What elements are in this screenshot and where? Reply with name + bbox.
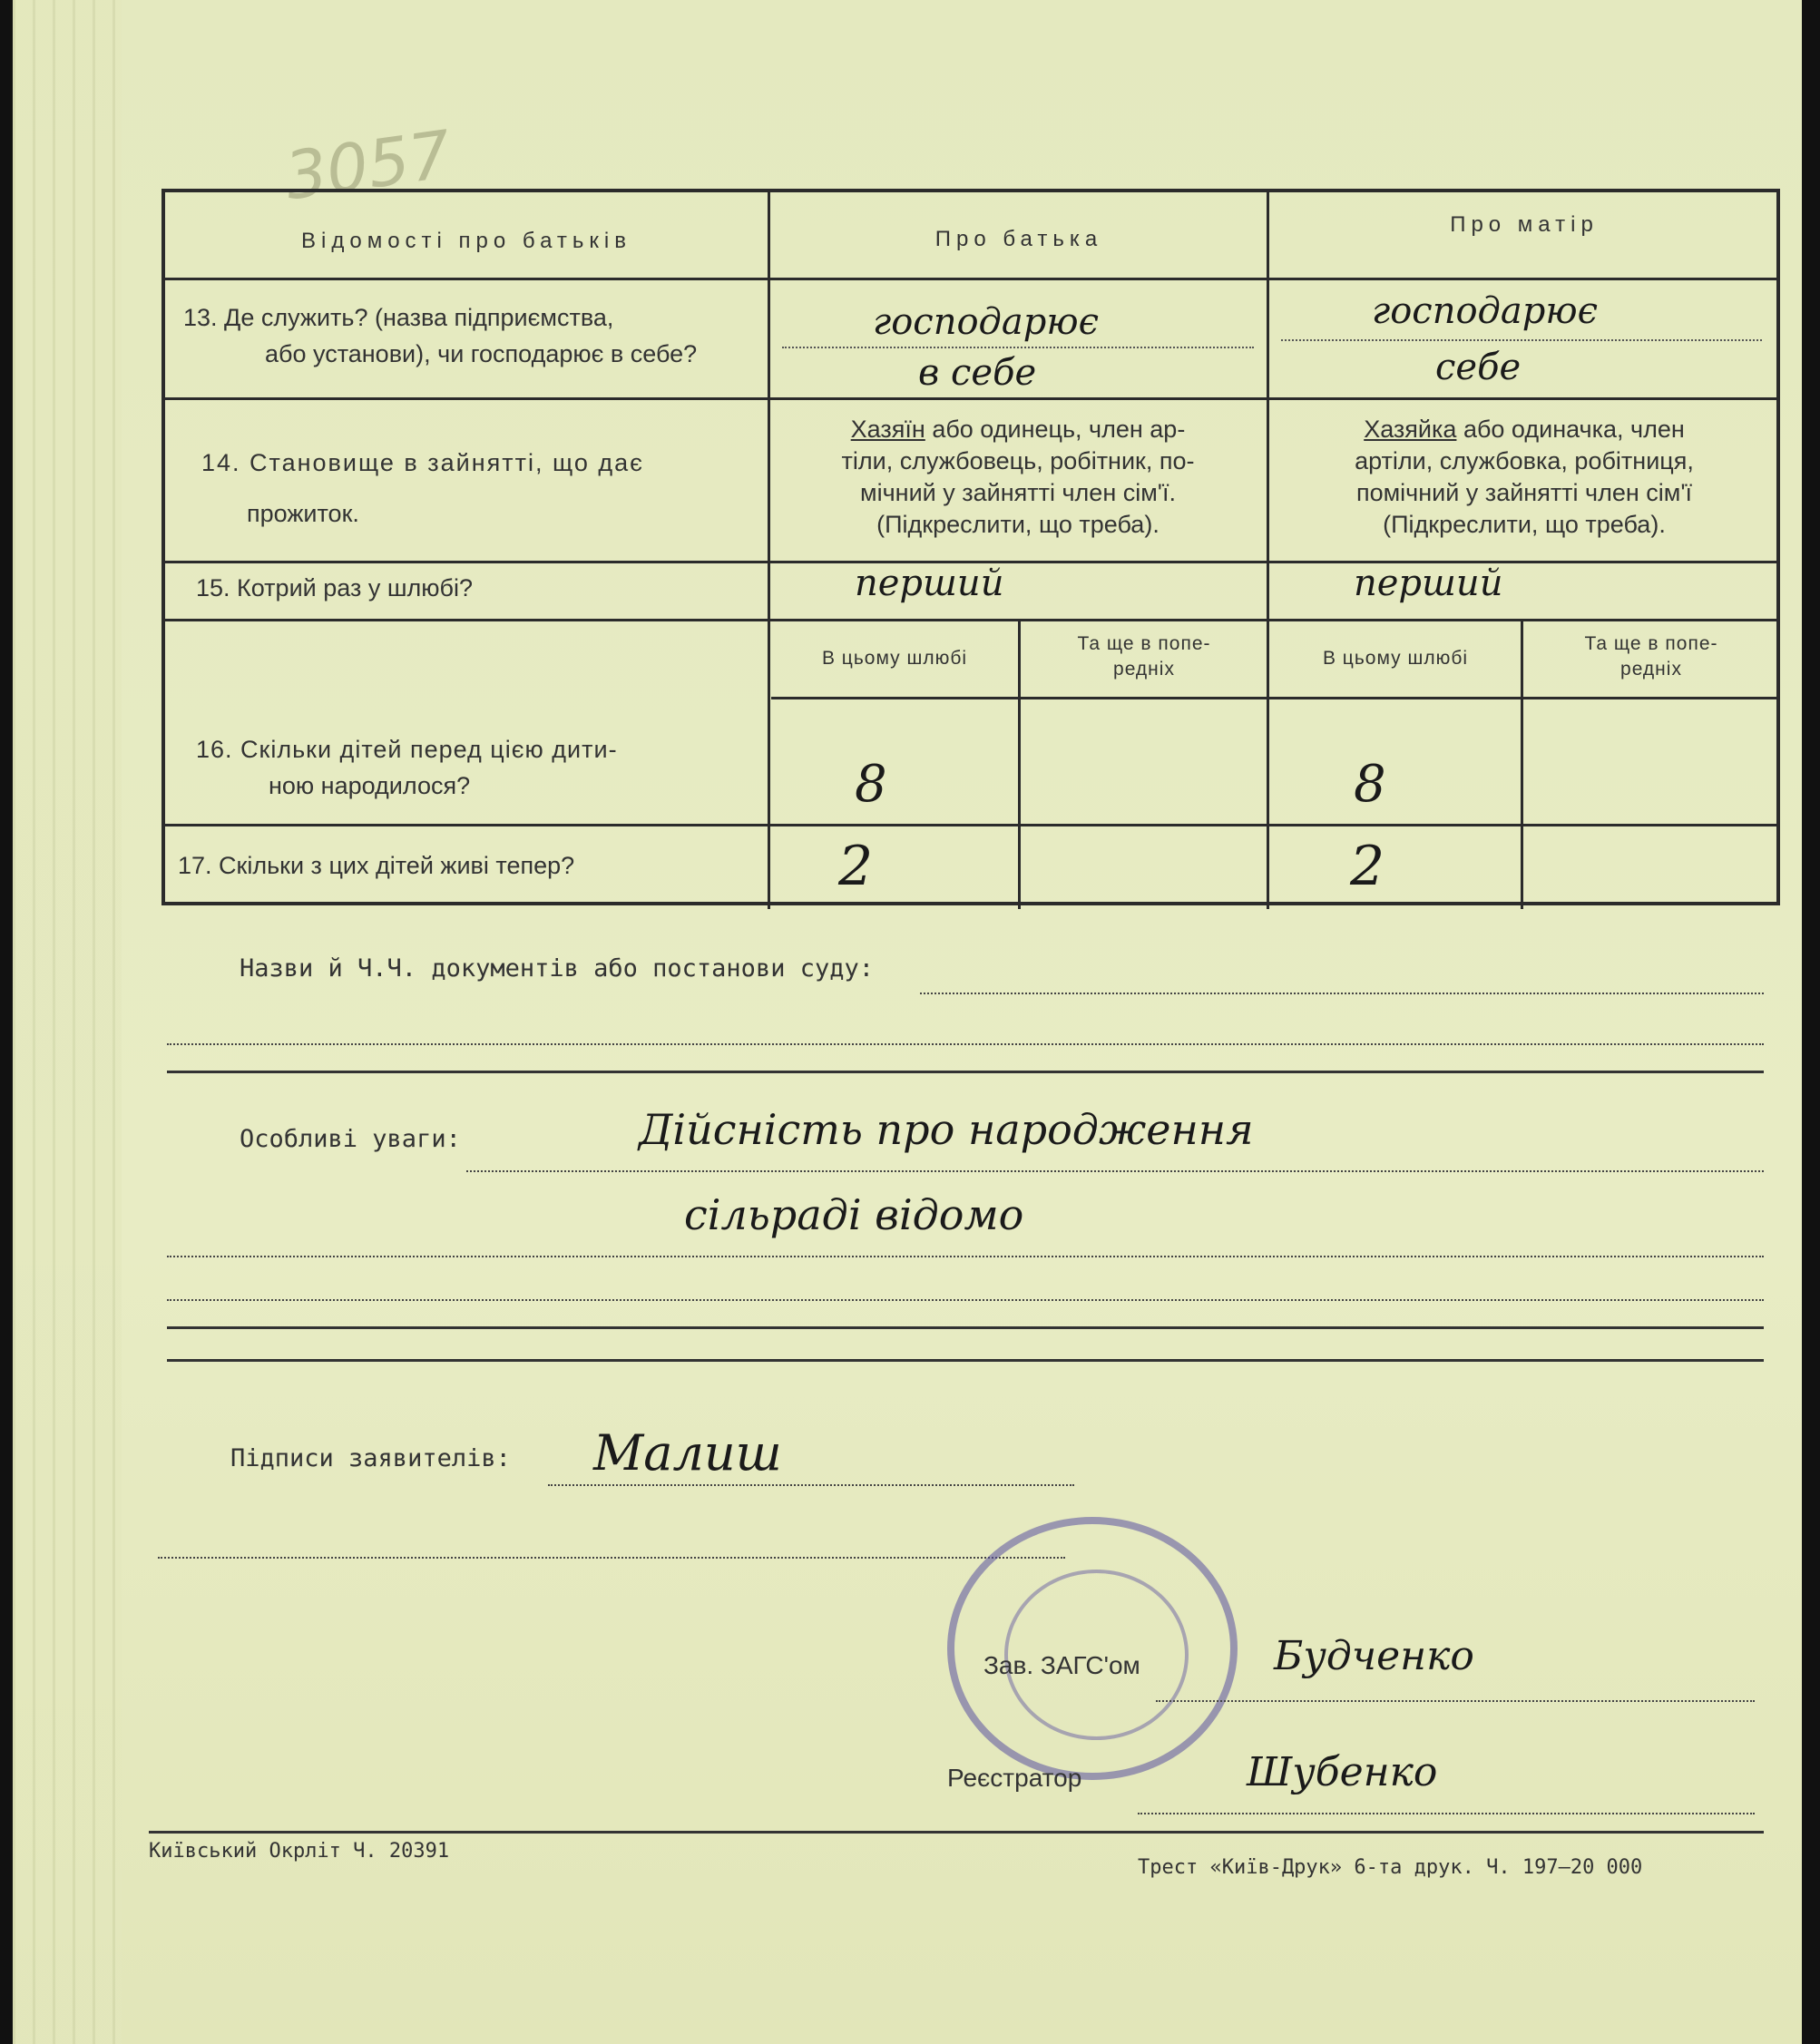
q14-father-selected: Хазяїн [850,416,925,443]
header-father: Про батька [934,227,1103,251]
head-signature: Будченко [1274,1633,1474,1679]
q15-label: 15. Котрий раз у шлюбі? [196,574,473,601]
applicant-signature: Малиш [593,1424,782,1482]
q16-father-count: 8 [855,755,887,814]
q16-label: 16. Скільки дітей перед цією дити- ною народилося? [196,736,618,799]
header-parents-info: Відомості про батьків [301,229,631,253]
archive-number: 3057 [280,115,456,215]
q17-mother-count: 2 [1350,835,1385,898]
q13-father-answer-1: господарює [873,301,1099,343]
q16-mother-previous-header: Та ще в попе- редніх [1584,633,1718,680]
q17-father-count: 2 [838,835,874,898]
q16-father-previous-header: Та ще в попе- редніх [1077,633,1211,680]
q14-mother-options: Хазяйка або одиначка, член артіли, службовка, робітниця, помічний у зайнятті член сім'ї (Підкреслити, що треба). [1355,416,1694,538]
registrar-label: Реєстратор [947,1764,1082,1792]
documents-label: Назви й Ч.Ч. документів або постанови суду: [240,954,874,983]
header-mother: Про матір [1450,212,1599,237]
q14-father-options: Хазяїн або одинець, член ар- тіли, службовець, робітник, по- мічний у зайнятті член сім'ї. (Підкреслити, що треба). [841,416,1195,538]
q14-mother-selected: Хазяйка [1364,416,1457,443]
remarks-label: Особливі уваги: [240,1125,461,1153]
q17-label: 17. Скільки з цих дітей живі тепер? [178,852,575,879]
parents-table [161,189,1780,905]
q15-father-answer: перший [855,562,1004,604]
q15-mother-answer: перший [1354,562,1503,604]
head-label: Зав. ЗАГС'ом [983,1651,1140,1679]
remarks-line-2: сільраді відомо [684,1190,1024,1239]
official-stamp [947,1517,1238,1780]
q13-mother-answer-2: себе [1435,347,1522,388]
q13-father-answer-2: в себе [918,352,1037,394]
q13-label: 13. Де служить? (назва підприємства, або установи), чи господарює в себе? [183,304,698,367]
footer-right: Трест «Київ-Друк» 6-та друк. Ч. 197—20 000 [1138,1856,1643,1879]
signatures-label: Підписи заявителів: [230,1444,511,1472]
q16-father-this-marriage-header: В цьому шлюбі [821,648,968,669]
page-edge [13,0,122,2044]
remarks-line-1: Дійсність про народження [639,1105,1254,1154]
document-page [13,0,1802,2044]
footer-left: Київський Окрліт Ч. 20391 [149,1840,450,1863]
q13-mother-answer-1: господарює [1372,290,1598,332]
registrar-signature: Шубенко [1247,1749,1438,1795]
q14-label: 14. Становище в зайнятті, що дає прожиток. [201,449,644,527]
q16-mother-count: 8 [1354,755,1386,814]
q16-mother-this-marriage-header: В цьому шлюбі [1322,648,1469,669]
